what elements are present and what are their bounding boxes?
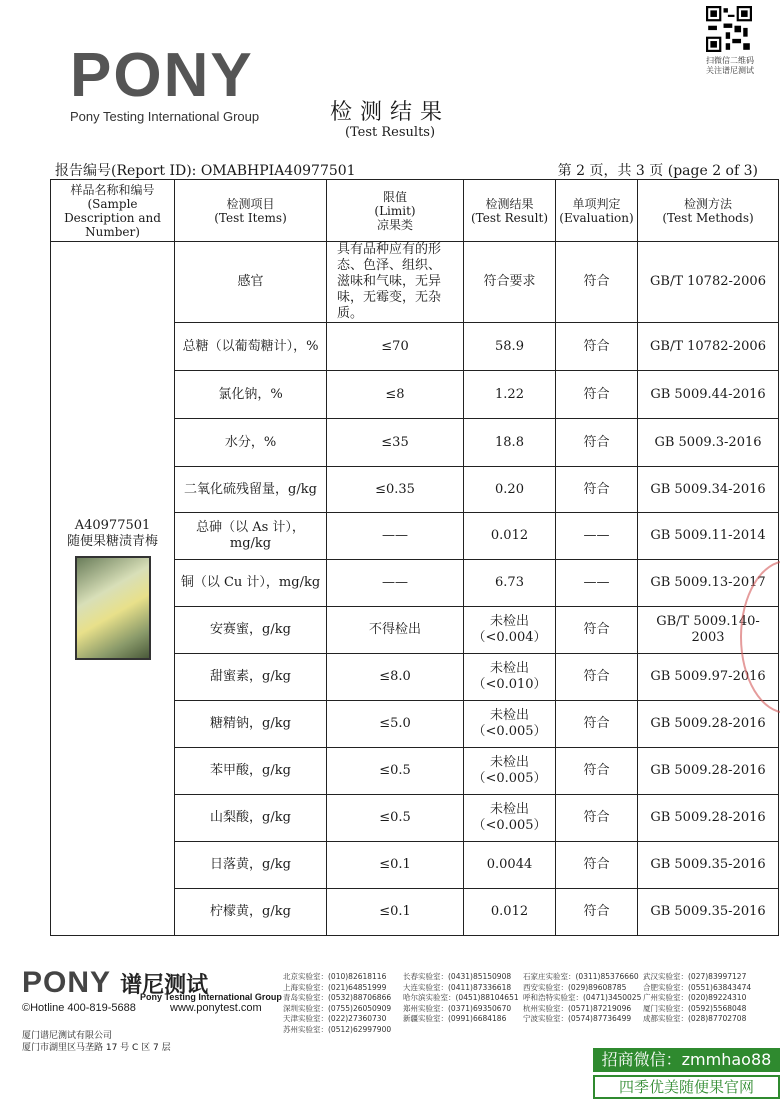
- limit-value: 具有品种应有的形态、色泽、组织、滋味和气味，无异味，无霉变，无杂质。: [327, 242, 464, 323]
- results-table: [50, 179, 779, 936]
- footer-logo: [22, 966, 282, 1002]
- limit-value: ——: [327, 560, 464, 607]
- lab-contact: 武汉实验室：(027)83997127: [643, 972, 747, 981]
- sample-name: 随便果糖渍青梅: [66, 533, 158, 549]
- test-result: 未检出 （<0.010）: [464, 654, 556, 701]
- lab-contact: 苏州实验室：(0512)62997900: [283, 1024, 392, 1034]
- lab-contact: 广州实验室：(020)89224310: [643, 993, 747, 1003]
- test-result: 1.22: [464, 371, 556, 419]
- lab-contact: 青岛实验室：(0532)88706866: [283, 993, 392, 1003]
- lab-contact: 厦门实验室：(0592)5568048: [643, 1003, 747, 1013]
- lab-contact: 新疆实验室：(0991)6684186: [403, 1014, 507, 1024]
- limit-value: ≤8.0: [327, 654, 464, 701]
- footer-logo-en: Pony Testing International Group: [140, 992, 282, 1002]
- table-row: [51, 242, 779, 323]
- document-subtitle: (Test Results): [344, 125, 436, 140]
- lab-contact: 天津实验室：(022)27360730: [283, 1014, 387, 1024]
- test-item: 苯甲酸，g/kg: [175, 748, 327, 795]
- sample-id: A40977501: [74, 517, 151, 533]
- limit-value: ≤70: [327, 323, 464, 371]
- limit-value: ≤0.1: [327, 842, 464, 889]
- test-method: GB 5009.35-2016: [638, 842, 779, 889]
- logo-wordmark: PONY: [70, 41, 254, 110]
- test-result: 0.012: [464, 513, 556, 560]
- lab-contact: 北京实验室：(010)82618116: [283, 972, 387, 981]
- lab-contact: 郑州实验室：(0371)69350670: [403, 1003, 512, 1013]
- test-method: GB 5009.44-2016: [638, 371, 779, 419]
- evaluation: 符合: [556, 842, 638, 889]
- evaluation: 符合: [556, 323, 638, 371]
- test-method: GB 5009.3-2016: [638, 419, 779, 467]
- test-result: 0.0044: [464, 842, 556, 889]
- test-result: 未检出 （<0.004）: [464, 607, 556, 654]
- sample-photo: [75, 556, 151, 660]
- footer-logo-cn: 谱尼测试: [120, 973, 209, 998]
- test-method: GB/T 5009.140-2003: [638, 607, 779, 654]
- lab-contact: 大连实验室：(0411)87336618: [403, 982, 512, 992]
- page-number: 第 2 页，共 3 页 (page 2 of 3): [557, 163, 758, 179]
- report-id: 报告编号(Report ID): OMABHPIA40977501: [55, 163, 356, 179]
- test-item: 山梨酸，g/kg: [175, 795, 327, 842]
- test-method: GB 5009.28-2016: [638, 748, 779, 795]
- lab-contact: 成都实验室：(028)87702708: [643, 1014, 747, 1024]
- limit-value: ≤0.1: [327, 889, 464, 936]
- test-result: 0.012: [464, 889, 556, 936]
- test-item: 氯化钠，%: [175, 371, 327, 419]
- qr-caption: 扫微信二维码 关注谱尼测试: [706, 56, 754, 75]
- lab-contact: 呼和浩特实验室：(0471)3450025: [523, 993, 642, 1003]
- test-method: GB 5009.34-2016: [638, 467, 779, 513]
- lab-contact: 深圳实验室：(0755)26050909: [283, 1003, 392, 1013]
- test-method: GB/T 10782-2006: [638, 323, 779, 371]
- test-item: 二氧化硫残留量，g/kg: [175, 467, 327, 513]
- table-header-row: [51, 180, 779, 242]
- lab-contact: 长春实验室：(0431)85150908: [403, 972, 512, 981]
- lab-contact: 合肥实验室：(0551)63843474: [643, 982, 752, 992]
- header-sample: 样品名称和编号 (Sample Description and Number): [51, 180, 175, 242]
- test-method: GB 5009.11-2014: [638, 513, 779, 560]
- watermark-website: 四季优美随便果官网: [593, 1075, 780, 1099]
- evaluation: 符合: [556, 654, 638, 701]
- test-result: 58.9: [464, 323, 556, 371]
- limit-value: ≤8: [327, 371, 464, 419]
- test-method: GB 5009.13-2017: [638, 560, 779, 607]
- lab-contact: 西安实验室：(029)89608785: [523, 982, 627, 992]
- test-method: GB 5009.28-2016: [638, 795, 779, 842]
- test-method: GB 5009.35-2016: [638, 889, 779, 936]
- test-result: 未检出 （<0.005）: [464, 795, 556, 842]
- company-address: 厦门谱尼测试有限公司 厦门市湖里区马垄路 17 号 C 区 7 层: [22, 1031, 171, 1053]
- lab-contact: 上海实验室：(021)64851999: [283, 982, 387, 992]
- lab-contact-list: [283, 972, 763, 1036]
- lab-contact: 宁波实验室：(0574)87736499: [523, 1014, 632, 1024]
- evaluation: 符合: [556, 748, 638, 795]
- header-test-items: 检测项目 (Test Items): [175, 180, 327, 242]
- header-test-result: 检测结果 (Test Result): [464, 180, 556, 242]
- test-item: 水分，%: [175, 419, 327, 467]
- test-method: GB 5009.28-2016: [638, 701, 779, 748]
- header-evaluation: 单项判定 (Evaluation): [556, 180, 638, 242]
- evaluation: 符合: [556, 242, 638, 323]
- test-item: 总砷（以 As 计），mg/kg: [175, 513, 327, 560]
- hotline: ©Hotline 400-819-5688: [22, 1002, 136, 1014]
- test-result: 0.20: [464, 467, 556, 513]
- document-title: 检测结果: [329, 100, 450, 125]
- lab-contact: 石家庄实验室：(0311)85376660: [523, 972, 639, 981]
- test-item: 总糖（以葡萄糖计），%: [175, 323, 327, 371]
- test-item: 感官: [175, 242, 327, 323]
- website-link[interactable]: www.ponytest.com: [170, 1002, 262, 1014]
- watermark-wechat: 招商微信：zmmhao88: [593, 1048, 780, 1072]
- evaluation: 符合: [556, 701, 638, 748]
- evaluation: ——: [556, 560, 638, 607]
- limit-value: 不得检出: [327, 607, 464, 654]
- limit-value: ≤35: [327, 419, 464, 467]
- header-test-methods: 检测方法 (Test Methods): [638, 180, 779, 242]
- footer-logo-wordmark: PONY: [22, 966, 112, 999]
- limit-value: ≤0.35: [327, 467, 464, 513]
- test-method: GB/T 10782-2006: [638, 242, 779, 323]
- test-item: 柠檬黄，g/kg: [175, 889, 327, 936]
- qr-code: [706, 6, 752, 52]
- evaluation: ——: [556, 513, 638, 560]
- test-result: 未检出 （<0.005）: [464, 701, 556, 748]
- test-method: GB 5009.97-2016: [638, 654, 779, 701]
- header-limit: 限值 (Limit) 凉果类: [327, 180, 464, 242]
- test-item: 甜蜜素，g/kg: [175, 654, 327, 701]
- test-result: 未检出 （<0.005）: [464, 748, 556, 795]
- limit-value: ≤0.5: [327, 795, 464, 842]
- evaluation: 符合: [556, 607, 638, 654]
- test-result: 符合要求: [464, 242, 556, 323]
- test-item: 日落黄，g/kg: [175, 842, 327, 889]
- lab-contact: 哈尔滨实验室：(0451)88104651: [403, 993, 519, 1003]
- test-result: 18.8: [464, 419, 556, 467]
- logo-subtitle: Pony Testing International Group: [70, 109, 260, 124]
- limit-value: ≤5.0: [327, 701, 464, 748]
- lab-contact: 杭州实验室：(0571)87219096: [523, 1003, 632, 1013]
- test-item: 安赛蜜，g/kg: [175, 607, 327, 654]
- evaluation: 符合: [556, 371, 638, 419]
- evaluation: 符合: [556, 419, 638, 467]
- evaluation: 符合: [556, 889, 638, 936]
- limit-value: ≤0.5: [327, 748, 464, 795]
- evaluation: 符合: [556, 467, 638, 513]
- test-item: 糖精钠，g/kg: [175, 701, 327, 748]
- evaluation: 符合: [556, 795, 638, 842]
- sample-cell: [51, 242, 175, 936]
- test-item: 铜（以 Cu 计），mg/kg: [175, 560, 327, 607]
- test-result: 6.73: [464, 560, 556, 607]
- limit-value: ——: [327, 513, 464, 560]
